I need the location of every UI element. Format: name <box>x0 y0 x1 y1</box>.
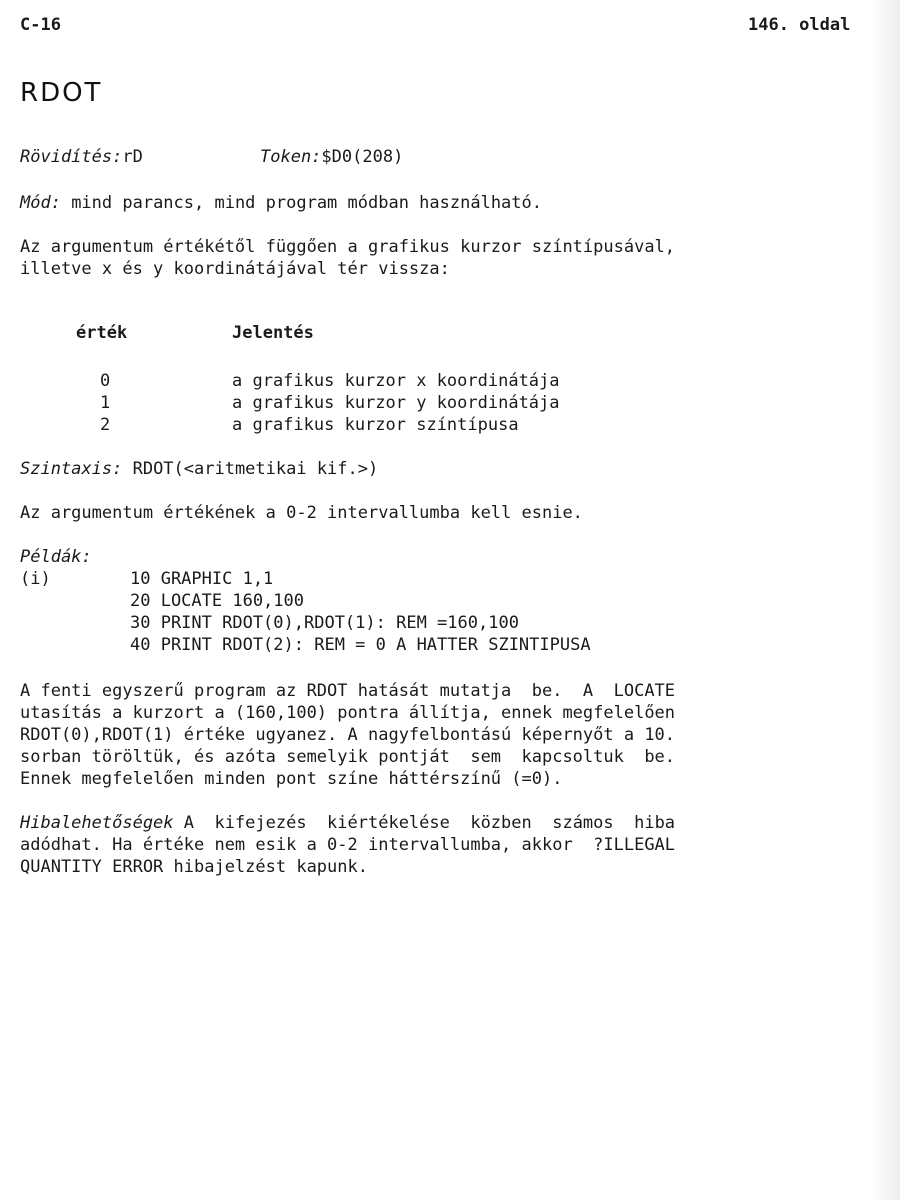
intro-line-2: illetve x és y koordinátájával tér vissza: <box>20 259 450 279</box>
mode-text: mind parancs, mind program módban használható. <box>60 193 542 213</box>
explanation-line: RDOT(0),RDOT(1) értéke ugyanez. A nagyfelbontású képernyőt a 10. <box>20 725 676 745</box>
abbreviation-label: Rövidítés: <box>20 147 123 167</box>
mode-label: Mód: <box>20 193 61 213</box>
example-marker: (i) <box>20 569 51 589</box>
abbreviation-value: rD <box>122 147 143 167</box>
errors-label: Hibalehetőségek <box>20 813 174 833</box>
token-label: Token: <box>260 147 322 167</box>
table-row-meaning: a grafikus kurzor y koordinátája <box>232 393 560 413</box>
examples-label: Példák: <box>20 547 92 567</box>
page-number: 146. oldal <box>748 15 851 35</box>
table-row-meaning: a grafikus kurzor színtípusa <box>232 415 519 435</box>
explanation-line: A fenti egyszerű program az RDOT hatását mutatja be. A LOCATE <box>20 681 676 701</box>
table-row-value: 1 <box>100 393 111 413</box>
syntax-label: Szintaxis: <box>20 459 123 479</box>
mode-line <box>20 192 542 214</box>
token-value: $D0(208) <box>321 147 404 167</box>
syntax-line <box>20 458 378 480</box>
table-row-value: 2 <box>100 415 111 435</box>
token-line <box>260 146 403 168</box>
table-row-value: 0 <box>100 371 111 391</box>
range-note: Az argumentum értékének a 0-2 intervallumba kell esnie. <box>20 503 583 523</box>
code-line: 20 LOCATE 160,100 <box>130 591 304 611</box>
table-row-meaning: a grafikus kurzor x koordinátája <box>232 371 560 391</box>
errors-line: adódhat. Ha értéke nem esik a 0-2 intervallumba, akkor ?ILLEGAL <box>20 835 676 855</box>
code-line: 30 PRINT RDOT(0),RDOT(1): REM =160,100 <box>130 613 519 633</box>
explanation-line: utasítás a kurzort a (160,100) pontra állítja, ennek megfelelően <box>20 703 676 723</box>
explanation-line: Ennek megfelelően minden pont színe háttérszínű (=0). <box>20 769 563 789</box>
code-line: 10 GRAPHIC 1,1 <box>130 569 274 589</box>
table-header-meaning: Jelentés <box>232 323 314 343</box>
errors-first-text: A kifejezés kiértékelése közben számos hiba <box>173 813 676 833</box>
scan-edge <box>870 0 900 1200</box>
errors-line-1 <box>20 812 675 834</box>
page-title: RDOT <box>20 78 103 108</box>
syntax-text: RDOT(<aritmetikai kif.>) <box>122 459 379 479</box>
chapter-code: C-16 <box>20 15 61 35</box>
intro-line-1: Az argumentum értékétől függően a grafikus kurzor színtípusával, <box>20 237 676 257</box>
abbreviation-line <box>20 146 143 168</box>
errors-line: QUANTITY ERROR hibajelzést kapunk. <box>20 857 368 877</box>
code-line: 40 PRINT RDOT(2): REM = 0 A HATTER SZINTIPUSA <box>130 635 591 655</box>
table-header-value: érték <box>76 323 128 343</box>
explanation-line: sorban töröltük, és azóta semelyik pontját sem kapcsoltuk be. <box>20 747 676 767</box>
